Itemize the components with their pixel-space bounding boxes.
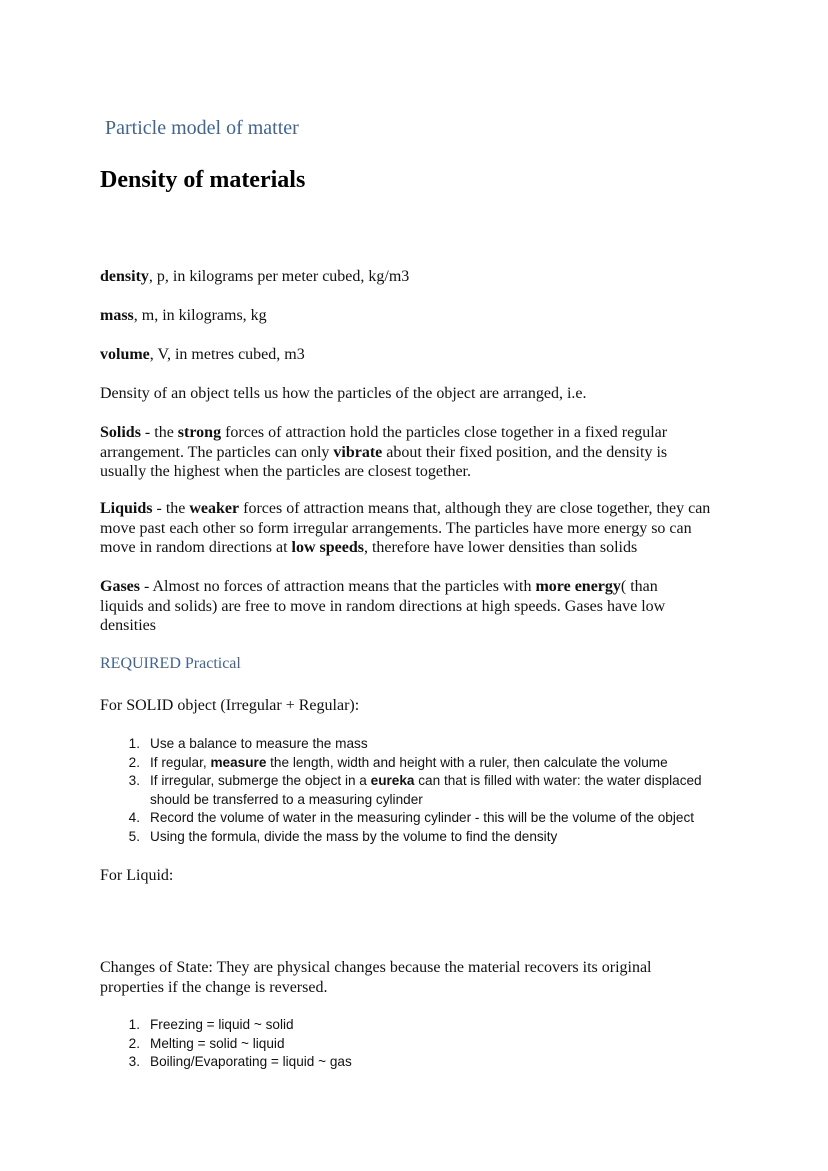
list-item xyxy=(100,1035,740,1054)
emphasis: low speeds xyxy=(291,539,364,556)
list-text: Record the volume of water in the measuring cylinder - this will be the volume of the object xyxy=(150,810,695,826)
list-number: 1. xyxy=(128,736,140,751)
definition-text: , m, in kilograms, kg xyxy=(133,307,267,324)
solids-paragraph xyxy=(100,423,712,482)
text: If regular, xyxy=(150,754,211,770)
emphasis: more energy xyxy=(535,578,621,595)
term: mass xyxy=(100,307,134,324)
text: about their fixed position, and the density is usually the highest when the particles are closest together. xyxy=(100,443,668,480)
definition-density xyxy=(100,267,409,287)
emphasis: eureka xyxy=(370,773,415,789)
practical-heading: REQUIRED Practical xyxy=(100,655,241,672)
liquids-label: Liquids xyxy=(100,500,153,517)
list-text: Use a balance to measure the mass xyxy=(150,736,368,751)
list-item xyxy=(100,828,740,847)
changes-list xyxy=(100,1016,740,1072)
emphasis: strong xyxy=(177,424,222,441)
solid-steps-list xyxy=(100,735,740,847)
list-text: Using the formula, divide the mass by the volume to find the density xyxy=(150,828,558,844)
emphasis: measure xyxy=(210,754,267,770)
text: - Almost no forces of attraction means that the particles with xyxy=(140,578,536,595)
changes-of-state-paragraph: Changes of State: They are physical changes because the material recovers its original properties if the change is reversed. xyxy=(100,959,652,996)
page-title: Density of materials xyxy=(100,167,306,193)
solids-label: Solids xyxy=(100,424,141,441)
text: forces of attraction hold the particles close together in a fixed regular arrangement. The particles can only xyxy=(100,424,668,461)
gases-label: Gases xyxy=(100,578,140,595)
list-item xyxy=(100,1016,740,1035)
list-number: 3. xyxy=(128,1054,140,1070)
text: the length, width and height with a ruler, then calculate the volume xyxy=(266,754,668,770)
liquids-paragraph xyxy=(100,499,730,558)
list-text: Melting = solid ~ liquid xyxy=(150,1035,285,1051)
list-text xyxy=(150,754,740,773)
emphasis: vibrate xyxy=(333,443,383,461)
text: forces of attraction means that, although they are close together, they can move past each other so form irregular arrangements. The particles have more energy so can move in random directions at xyxy=(100,500,711,556)
solid-object-heading: For SOLID object (Irregular + Regular): xyxy=(100,697,360,714)
list-item xyxy=(100,754,740,773)
list-number: 5. xyxy=(128,828,140,844)
section-subtitle: Particle model of matter xyxy=(105,117,299,139)
list-number: 3. xyxy=(128,773,140,789)
term: volume xyxy=(100,346,150,363)
gases-paragraph xyxy=(100,577,700,636)
intro-paragraph: Density of an object tells us how the particles of the object are arranged, i.e. xyxy=(100,385,587,402)
list-text: Boiling/Evaporating = liquid ~ gas xyxy=(150,1054,352,1070)
emphasis: weaker xyxy=(189,500,240,517)
text: - the xyxy=(140,424,178,441)
definition-text: , p, in kilograms per meter cubed, kg/m3 xyxy=(148,268,410,285)
list-item xyxy=(100,735,740,754)
list-text xyxy=(150,772,740,809)
text: If irregular, submerge the object in a xyxy=(150,773,371,789)
list-text: Freezing = liquid ~ solid xyxy=(150,1017,294,1032)
text: ( than liquids and solids) are free to move in random directions at high speeds. Gases have low densities xyxy=(100,578,666,634)
definition-text: , V, in metres cubed, m3 xyxy=(149,346,305,363)
list-number: 2. xyxy=(128,754,140,770)
definition-volume xyxy=(100,345,305,365)
text: - the xyxy=(152,500,190,517)
list-item xyxy=(100,1053,740,1072)
list-item xyxy=(100,772,740,809)
definition-mass xyxy=(100,306,267,326)
list-number: 2. xyxy=(128,1035,140,1051)
text: can that is filled with water: the water displaced should be transferred to a measuring cylinder xyxy=(150,773,702,807)
list-number: 4. xyxy=(128,810,140,826)
liquid-heading: For Liquid: xyxy=(100,867,174,884)
list-number: 1. xyxy=(128,1017,140,1032)
text: , therefore have lower densities than solids xyxy=(363,539,638,556)
list-item xyxy=(100,809,740,828)
term: density xyxy=(100,268,149,285)
